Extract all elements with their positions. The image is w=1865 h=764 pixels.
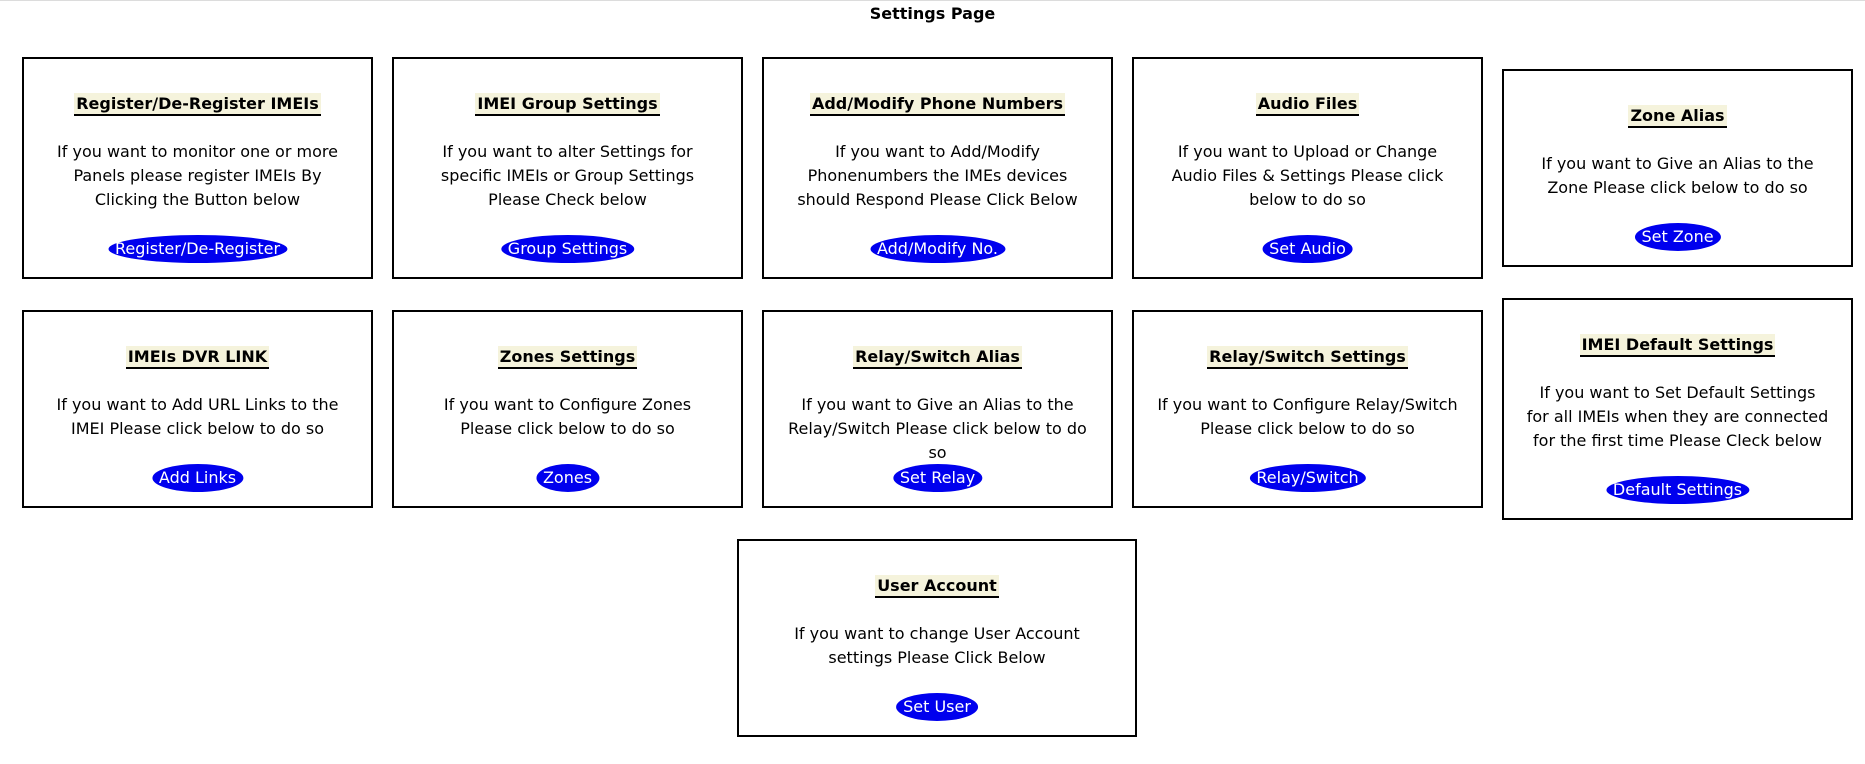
relay-switch-button[interactable]: Relay/Switch <box>1249 464 1365 492</box>
default-settings-button[interactable]: Default Settings <box>1606 476 1749 504</box>
add-modify-number-button[interactable]: Add/Modify No. <box>870 235 1005 263</box>
card-title: User Account <box>875 575 999 598</box>
card-description: If you want to Give an Alias to the Relay/Switch Please click below to do so <box>788 395 1087 462</box>
page-title: Settings Page <box>869 4 996 23</box>
set-zone-button[interactable]: Set Zone <box>1634 223 1720 251</box>
card-description: If you want to Configure Zones Please click below to do so <box>443 395 692 438</box>
card-description: If you want to Set Default Settings for all IMEIs when they are connected for the first time Please Cleck below <box>1526 383 1829 450</box>
card-description: If you want to Add/Modify Phonenumbers the IMEs devices should Respond Please Click Below <box>797 142 1078 209</box>
register-deregister-button[interactable]: Register/De-Register <box>108 235 287 263</box>
card-title: Register/De-Register IMEIs <box>74 93 321 116</box>
card-title: Add/Modify Phone Numbers <box>810 93 1065 116</box>
card-title: Audio Files <box>1256 93 1360 116</box>
card-description: If you want to Add URL Links to the IMEI Please click below to do so <box>56 395 339 438</box>
card-title: IMEI Group Settings <box>475 93 659 116</box>
card-description: If you want to Configure Relay/Switch Please click below to do so <box>1157 395 1458 438</box>
card-user-account <box>737 539 1137 737</box>
card-title: Relay/Switch Alias <box>853 346 1022 369</box>
card-title: Zones Settings <box>498 346 637 369</box>
card-title: Relay/Switch Settings <box>1207 346 1408 369</box>
card-description: If you want to change User Account settings Please Click Below <box>794 624 1080 667</box>
card-description: If you want to monitor one or more Panels please register IMEIs By Clicking the Button below <box>57 142 338 209</box>
card-imei-group-settings <box>392 57 743 279</box>
card-phone-numbers <box>762 57 1113 279</box>
add-links-button[interactable]: Add Links <box>152 464 243 492</box>
card-relay-switch-alias <box>762 310 1113 508</box>
card-audio-files <box>1132 57 1483 279</box>
card-title: Zone Alias <box>1628 105 1726 128</box>
set-user-button[interactable]: Set User <box>896 693 978 721</box>
card-description: If you want to Upload or Change Audio Files & Settings Please click below to do so <box>1171 142 1444 209</box>
card-imeis-dvr-link <box>22 310 373 508</box>
card-title: IMEI Default Settings <box>1580 334 1776 357</box>
card-relay-switch-settings <box>1132 310 1483 508</box>
set-relay-button[interactable]: Set Relay <box>893 464 982 492</box>
card-imei-default-settings <box>1502 298 1853 520</box>
card-description: If you want to Give an Alias to the Zone Please click below to do so <box>1541 154 1814 197</box>
card-zones-settings <box>392 310 743 508</box>
top-divider <box>0 0 1865 1</box>
card-zone-alias <box>1502 69 1853 267</box>
set-audio-button[interactable]: Set Audio <box>1262 235 1353 263</box>
card-description: If you want to alter Settings for specific IMEIs or Group Settings Please Check below <box>440 142 695 209</box>
group-settings-button[interactable]: Group Settings <box>501 235 634 263</box>
card-register-imeis <box>22 57 373 279</box>
card-title: IMEIs DVR LINK <box>126 346 269 369</box>
zones-button[interactable]: Zones <box>536 464 599 492</box>
